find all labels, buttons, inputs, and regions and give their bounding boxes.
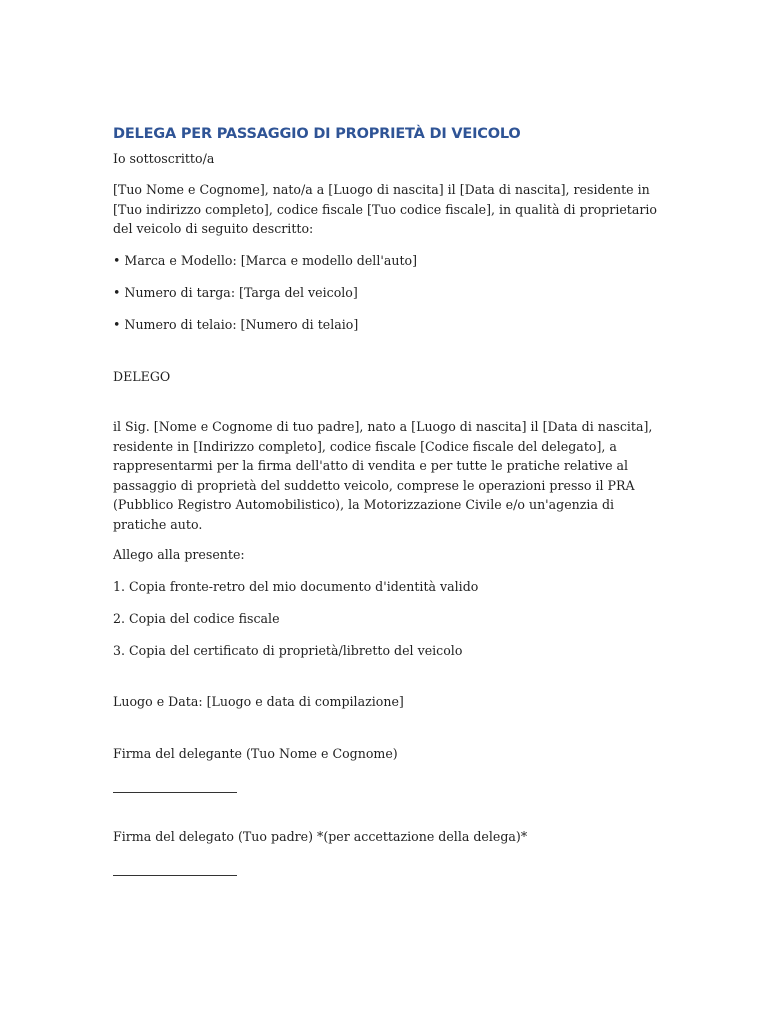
vehicle-model-item: • Marca e Modello: [Marca e modello dell'auto] xyxy=(113,253,417,268)
delego-heading: DELEGO xyxy=(113,369,171,384)
document-page xyxy=(113,0,673,1024)
place-date-line: Luogo e Data: [Luogo e data di compilazione] xyxy=(113,694,404,709)
signature-delegant-line xyxy=(113,792,237,793)
attachments-intro: Allego alla presente: xyxy=(113,547,245,562)
declarant-paragraph: [Tuo Nome e Cognome], nato/a a [Luogo di nascita] il [Data di nascita], residente in [Tuo indirizzo completo], codice fiscale [Tuo codice fiscale], in qualità di proprietario del veicolo di seguito descritto: xyxy=(113,182,658,237)
document-title: DELEGA PER PASSAGGIO DI PROPRIETÀ DI VEICOLO xyxy=(113,126,521,142)
attachment-item-certificate: 3. Copia del certificato di proprietà/libretto del veicolo xyxy=(113,643,463,658)
attachment-item-fiscal-code: 2. Copia del codice fiscale xyxy=(113,611,280,626)
attachment-item-id: 1. Copia fronte-retro del mio documento d'identità valido xyxy=(113,579,479,594)
vehicle-chassis-item: • Numero di telaio: [Numero di telaio] xyxy=(113,317,359,332)
intro-text: Io sottoscritto/a xyxy=(113,151,215,166)
vehicle-plate-item: • Numero di targa: [Targa del veicolo] xyxy=(113,285,358,300)
signature-delegant-label: Firma del delegante (Tuo Nome e Cognome) xyxy=(113,746,398,761)
delegate-paragraph: il Sig. [Nome e Cognome di tuo padre], nato a [Luogo di nascita] il [Data di nascita], residente in [Indirizzo completo], codice fiscale [Codice fiscale del delegato], a rappresentarmi per la firma dell'atto di vendita e per tutte le pratiche relative al passaggio di proprietà del suddetto veicolo, comprese le operazioni presso il PRA (Pubblico Registro Automobilistico), la Motorizzazione Civile e/o un'agenzia di pratiche auto. xyxy=(113,419,653,532)
signature-delegate-label: Firma del delegato (Tuo padre) *(per accettazione della delega)* xyxy=(113,829,528,844)
signature-delegate-line xyxy=(113,875,237,876)
